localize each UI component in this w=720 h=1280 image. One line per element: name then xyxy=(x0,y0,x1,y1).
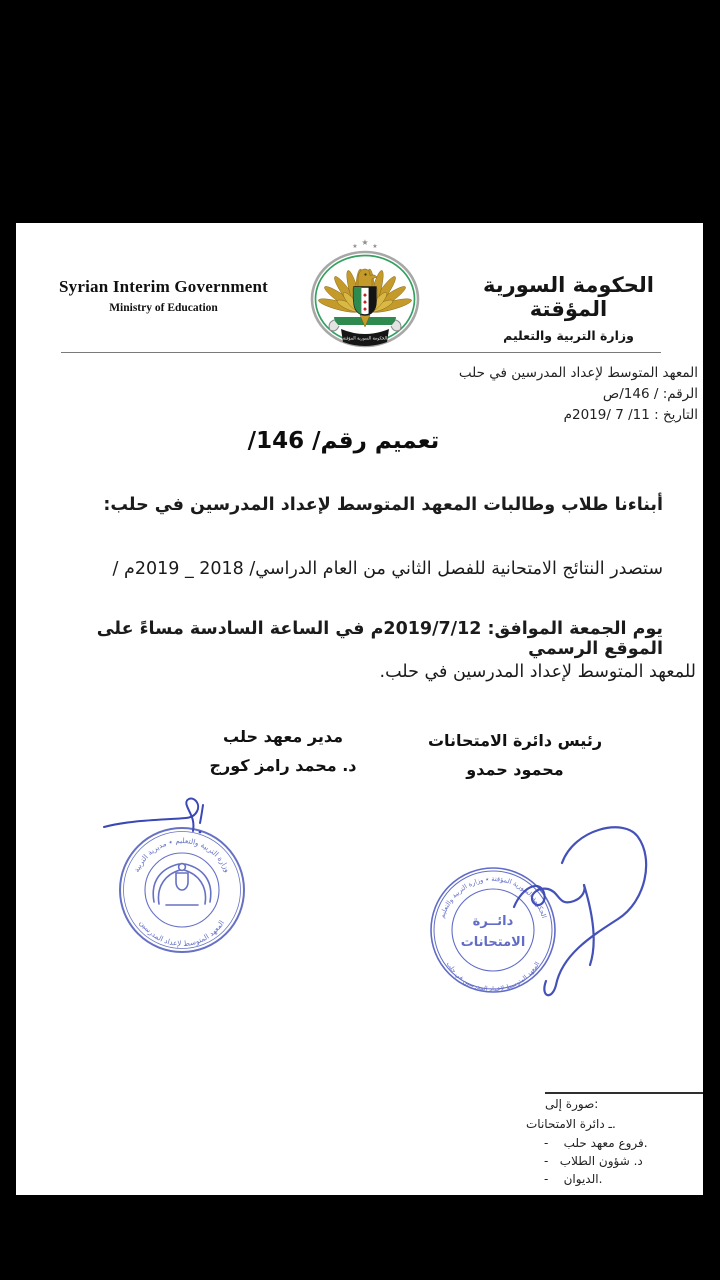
header-divider xyxy=(61,352,661,353)
emblem-star-icon: ★ xyxy=(352,243,358,250)
copy-to-label: صورة إلى: xyxy=(545,1097,599,1111)
stamp-center-line1: دائــرة xyxy=(472,914,514,929)
stamp-bottom-text: المعهد المتوسط لإعداد المدرسين في حلب xyxy=(444,960,542,994)
body-line-1: ستصدر النتائج الامتحانية للفصل الثاني من العام الدراسي/ 2018 _ 2019م / xyxy=(112,559,663,579)
signature-block-director xyxy=(158,727,408,775)
copy-to-item: ـ دائرة الامتحانات. xyxy=(526,1117,616,1131)
signer-name: د. محمد رامز كورج xyxy=(209,756,357,775)
institute-stamp xyxy=(102,810,262,970)
stamp-top-text: الحكومة السورية المؤقتة ٭ وزارة التربية والتعليم xyxy=(438,874,548,920)
copy-to-item: - الديوان. xyxy=(544,1172,603,1186)
ministry-title-ar: وزارة التربية والتعليم xyxy=(503,328,634,343)
signature-block-exams-head xyxy=(390,731,640,779)
stamp-center-line2: الامتحانات xyxy=(460,935,526,950)
stamp-eagle-icon xyxy=(153,864,211,905)
copy-to-item: - د. شؤون الطلاب xyxy=(544,1154,643,1168)
copy-to-item: - فروع معهد حلب. xyxy=(544,1136,648,1150)
institute-name: المعهد المتوسط لإعداد المدرسين في حلب xyxy=(458,365,698,381)
document-page xyxy=(16,223,703,1195)
emblem-star-icon: ★ xyxy=(361,238,369,247)
reference-block xyxy=(459,363,698,426)
emblem-star-icon: ★ xyxy=(372,243,378,250)
reference-number: الرقم: / 146/ص xyxy=(602,386,698,402)
eagle-eye xyxy=(364,273,366,275)
gov-title-ar: الحكومة السورية المؤقتة xyxy=(483,273,654,321)
reference-date: التاريخ : 11/ 7 /2019م xyxy=(563,407,698,423)
footer-divider xyxy=(545,1092,703,1094)
body-line-2: يوم الجمعة الموافق: 2019/7/12م في الساعة السادسة مساءً على الموقع الرسمي xyxy=(96,619,663,659)
header-english xyxy=(56,277,271,314)
ministry-title-en: Ministry of Education xyxy=(109,302,218,314)
emblem-banner-text: الحكومة السورية المؤقتة xyxy=(342,336,388,342)
signer-name: محمود حمدو xyxy=(466,760,564,779)
body-line-3: للمعهد المتوسط لإعداد المدرسين في حلب. xyxy=(379,662,696,682)
gov-title-en: Syrian Interim Government xyxy=(59,277,268,296)
salutation: أبناءنا طلاب وطالبات المعهد المتوسط لإعداد المدرسين في حلب: xyxy=(103,495,663,515)
stamp-bottom-text: المعهد المتوسط لإعداد المدرسين xyxy=(137,918,227,949)
header-arabic xyxy=(441,273,696,343)
flag-shield xyxy=(354,287,376,317)
svg-text:وزارة التربية والتعليم ٭ مديري xyxy=(132,836,232,874)
circular-title: تعميم رقم/ 146/ xyxy=(247,428,440,454)
government-emblem-icon xyxy=(308,235,422,351)
exams-head-signature xyxy=(496,813,661,1008)
signer-title: رئيس دائرة الامتحانات xyxy=(427,731,603,750)
signer-title: مدير معهد حلب xyxy=(223,727,343,746)
stamp-top-text: وزارة التربية والتعليم ٭ مديرية التربية xyxy=(131,836,233,874)
